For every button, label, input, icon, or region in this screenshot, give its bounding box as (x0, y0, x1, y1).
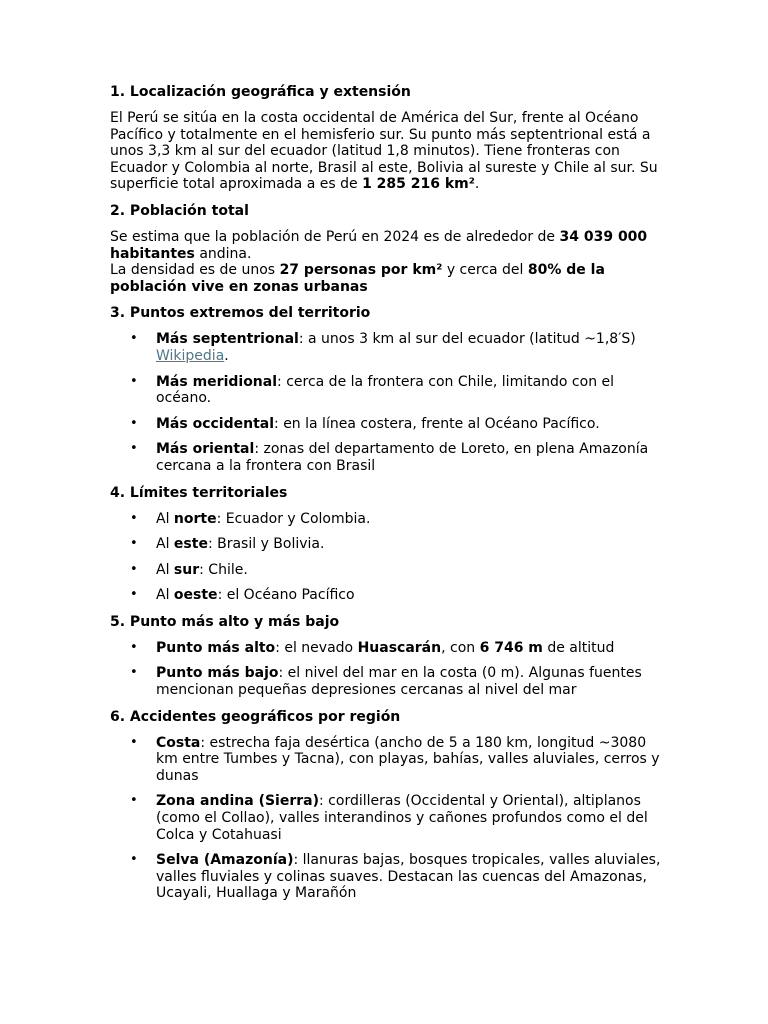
paragraph-localizacion: El Perú se sitúa en la costa occidental de América del Sur, frente al Océano Pacífico y totalmente en el hemisferio sur. Su punto más septentrional está a unos 3,3 km al sur del ecuador (latitud 1,8 minutos). Tiene fronteras con Ecuador y Colombia al norte, Brasil al este, Bolivia al sureste y Chile al sur. Su superficie total aproximada a es de 1 285 216 km². (110, 110, 658, 193)
bullet-list (110, 640, 662, 699)
list-item: • Al oeste: el Océano Pacífico (130, 587, 355, 604)
paragraph-densidad: La densidad es de unos 27 personas por km² y cerca del 80% de la población vive en zonas urbanas (110, 262, 605, 295)
list-item: • Selva (Amazonía): llanuras bajas, bosques tropicales, valles aluviales, valles fluviales y colinas suaves. Destacan las cuencas del Amazonas, Ucayali, Huallaga y Marañón (130, 852, 661, 902)
section-poblacion (110, 203, 662, 295)
section-heading: 1. Localización geográfica y extensión (110, 84, 411, 100)
list-item: • Zona andina (Sierra): cordilleras (Occidental y Oriental), altiplanos (como el Collao), valles interandinos y cañones profundos como el del Colca y Cotahuasi (130, 793, 648, 843)
bullet-icon: • (130, 331, 138, 347)
list-item: • Punto más bajo: el nivel del mar en la costa (0 m). Algunas fuentes mencionan pequeñas depresiones cercanas al nivel del mar (130, 665, 642, 699)
bullet-icon: • (130, 561, 138, 577)
section-puntos-extremos (110, 305, 662, 474)
section-heading: 6. Accidentes geográficos por región (110, 708, 401, 725)
list-item: • Punto más alto: el nevado Huascarán, con 6 746 m de altitud (130, 639, 615, 656)
paragraph-poblacion: Se estima que la población de Perú en 2024 es de alrededor de 34 039 000 habitantes andina. (110, 228, 648, 262)
bullet-icon: • (130, 793, 138, 809)
bullet-icon: • (130, 665, 138, 681)
section-heading: 2. Población total (110, 202, 249, 219)
bullet-list (110, 331, 662, 474)
bullet-icon: • (130, 510, 138, 526)
section-heading: 5. Punto más alto y más bajo (110, 613, 340, 630)
bullet-icon: • (130, 734, 138, 750)
list-item: • Más oriental: zonas del departamento de Loreto, en plena Amazonía cercana a la frontera con Brasil (130, 441, 649, 474)
list-item: • Al sur: Chile. (130, 561, 248, 578)
wikipedia-link[interactable]: Wikipedia (156, 347, 225, 364)
list-item: • Costa: estrecha faja desértica (ancho de 5 a 180 km, longitud ~3080 km entre Tumbes y Tacna), con playas, bahías, valles aluviales, cerros y dunas (130, 734, 660, 784)
bullet-icon: • (130, 587, 138, 603)
list-item: • Más septentrional: a unos 3 km al sur del ecuador (latitud ~1,8′S) Wikipedia. (130, 331, 636, 364)
section-accidentes (110, 709, 662, 902)
bullet-icon: • (130, 639, 138, 655)
bullet-icon: • (130, 536, 138, 552)
bullet-icon: • (130, 373, 138, 389)
section-alto-bajo (110, 614, 662, 699)
section-heading: 4. Límites territoriales (110, 484, 288, 501)
list-item: • Al este: Brasil y Bolivia. (130, 536, 325, 553)
bullet-list (110, 735, 662, 902)
bullet-list (110, 511, 662, 604)
section-heading: 3. Puntos extremos del territorio (110, 305, 371, 322)
bullet-icon: • (130, 415, 138, 431)
list-item: • Al norte: Ecuador y Colombia. (130, 510, 371, 527)
bullet-icon: • (130, 852, 138, 868)
section-limites (110, 485, 662, 604)
list-item: • Más meridional: cerca de la frontera con Chile, limitando con el océano. (130, 373, 615, 407)
document-page (110, 84, 662, 902)
bullet-icon: • (130, 441, 138, 457)
section-localizacion (110, 84, 662, 193)
list-item: • Más occidental: en la línea costera, frente al Océano Pacífico. (130, 415, 600, 432)
